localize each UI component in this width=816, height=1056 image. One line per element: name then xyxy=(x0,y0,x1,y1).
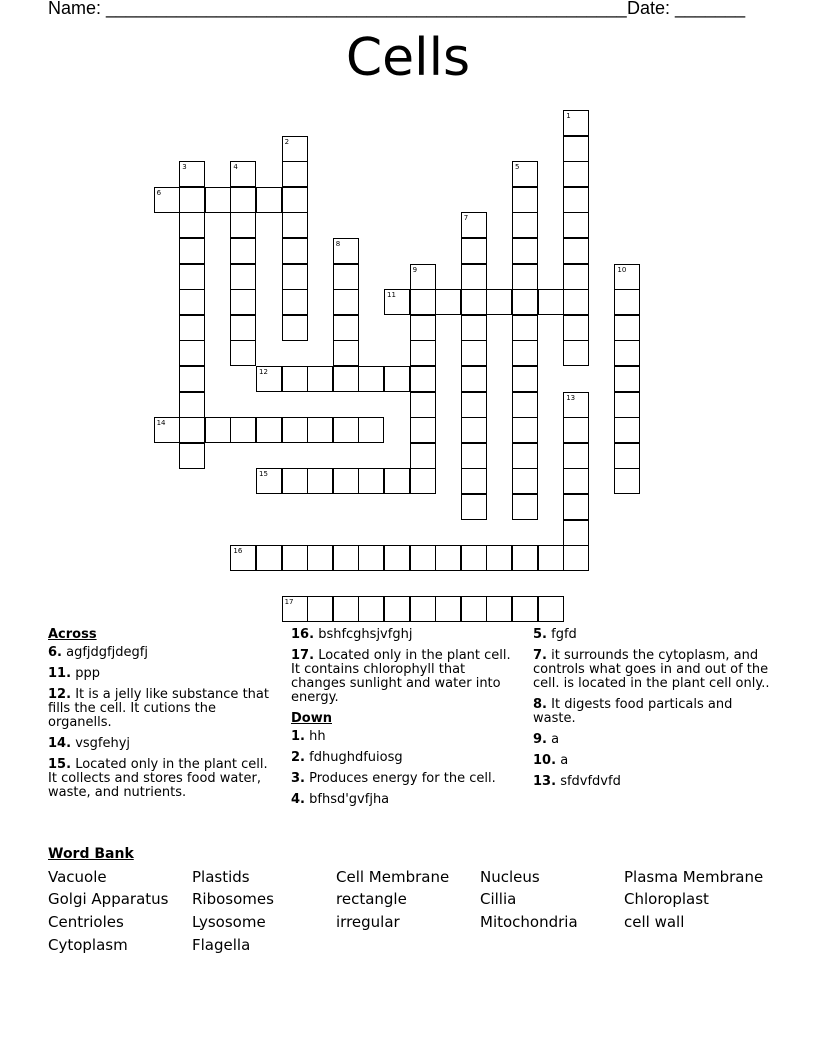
crossword-cell[interactable] xyxy=(461,392,487,418)
word-bank-item: Centrioles xyxy=(48,913,124,931)
name-label: Name: xyxy=(48,0,102,18)
clue-number: 5 xyxy=(515,163,520,172)
crossword-cell[interactable] xyxy=(461,315,487,341)
clues-column-1 xyxy=(48,628,280,807)
crossword-cell[interactable] xyxy=(435,596,461,622)
crossword-cell[interactable] xyxy=(282,596,308,622)
word-bank-item: Chloroplast xyxy=(624,890,709,908)
crossword-cell[interactable] xyxy=(410,596,436,622)
crossword-cell[interactable] xyxy=(563,340,589,366)
crossword-cell[interactable] xyxy=(512,238,538,264)
crossword-cell[interactable] xyxy=(179,289,205,315)
crossword-cell[interactable] xyxy=(461,545,487,571)
crossword-cell[interactable] xyxy=(230,545,256,571)
word-bank-item: Cillia xyxy=(480,890,517,908)
crossword-cell[interactable] xyxy=(230,417,256,443)
clue-across-6: 6. agfjdgfjdegfj xyxy=(48,645,148,660)
name-line: ____________________________________________________ xyxy=(106,0,627,18)
word-bank-item: Plasma Membrane xyxy=(624,868,764,886)
crossword-cell[interactable] xyxy=(512,443,538,469)
clue-number: 16 xyxy=(233,547,243,556)
crossword-cell[interactable] xyxy=(282,136,308,162)
crossword-cell[interactable] xyxy=(486,289,512,315)
crossword-cell[interactable] xyxy=(512,468,538,494)
crossword-cell[interactable] xyxy=(614,340,640,366)
crossword-cell[interactable] xyxy=(410,443,436,469)
crossword-cell[interactable] xyxy=(282,366,308,392)
clues-column-3 xyxy=(533,628,773,796)
word-bank-item: Flagella xyxy=(192,936,251,954)
clue-down-2: 2. fdhughdfuiosg xyxy=(291,750,403,765)
crossword-cell[interactable] xyxy=(307,417,333,443)
crossword-cell[interactable] xyxy=(358,366,384,392)
crossword-cell[interactable] xyxy=(154,417,180,443)
crossword-cell[interactable] xyxy=(461,340,487,366)
crossword-cell[interactable] xyxy=(410,289,436,315)
crossword-cell[interactable] xyxy=(410,340,436,366)
clue-number: 12 xyxy=(259,368,268,376)
crossword-cell[interactable] xyxy=(563,494,589,520)
crossword-cell[interactable] xyxy=(486,545,512,571)
clue-number: 3 xyxy=(182,163,187,172)
crossword-cell[interactable] xyxy=(230,340,256,366)
crossword-cell[interactable] xyxy=(614,366,640,392)
crossword-cell[interactable] xyxy=(563,264,589,290)
clue-down-5: 5. fgfd xyxy=(533,627,577,642)
crossword-cell[interactable] xyxy=(205,187,231,213)
clue-number: 13 xyxy=(566,393,576,402)
crossword-cell[interactable] xyxy=(614,315,640,341)
clue-down-9: 9. a xyxy=(533,732,560,747)
crossword-cell[interactable] xyxy=(333,264,359,290)
crossword-cell[interactable] xyxy=(563,545,589,571)
crossword-cell[interactable] xyxy=(358,417,384,443)
crossword-cell[interactable] xyxy=(256,545,282,571)
crossword-cell[interactable] xyxy=(512,161,538,187)
crossword-cell[interactable] xyxy=(538,289,564,315)
crossword-cell[interactable] xyxy=(461,212,487,238)
crossword-cell[interactable] xyxy=(410,417,436,443)
crossword-cell[interactable] xyxy=(512,340,538,366)
word-bank-item: Ribosomes xyxy=(192,890,274,908)
crossword-cell[interactable] xyxy=(282,315,308,341)
crossword-cell[interactable] xyxy=(230,238,256,264)
word-bank-item: Cell Membrane xyxy=(336,868,450,886)
crossword-cell[interactable] xyxy=(256,366,282,392)
clue-number: 4 xyxy=(233,163,238,172)
crossword-cell[interactable] xyxy=(614,443,640,469)
crossword-cell[interactable] xyxy=(512,315,538,341)
clue-number: 14 xyxy=(156,419,166,428)
date-label: Date: xyxy=(627,0,671,18)
word-bank-item: Nucleus xyxy=(480,868,540,886)
clue-across-12: 12. It is a jelly like substance that fills the cell. It cutions the organells. xyxy=(48,687,269,730)
crossword-cell[interactable] xyxy=(563,110,589,136)
crossword-cell[interactable] xyxy=(282,212,308,238)
word-bank-item: Vacuole xyxy=(48,868,107,886)
crossword-cell[interactable] xyxy=(307,545,333,571)
clue-across-11: 11. ppp xyxy=(48,666,100,681)
crossword-cell[interactable] xyxy=(333,596,359,622)
crossword-cell[interactable] xyxy=(384,366,410,392)
word-bank-item: Plastids xyxy=(192,868,250,886)
clue-down-8: 8. It digests food particals and waste. xyxy=(533,697,733,726)
crossword-cell[interactable] xyxy=(333,468,359,494)
crossword-cell[interactable] xyxy=(410,366,436,392)
crossword-cell[interactable] xyxy=(614,264,640,290)
clue-number: 6 xyxy=(156,188,162,197)
crossword-cell[interactable] xyxy=(230,212,256,238)
crossword-cell[interactable] xyxy=(307,366,333,392)
crossword-cell[interactable] xyxy=(154,187,180,213)
crossword-cell[interactable] xyxy=(384,596,410,622)
clue-across-16: 16. bshfcghsjvfghj xyxy=(291,627,413,642)
clue-number: 11 xyxy=(387,291,396,300)
crossword-cell[interactable] xyxy=(307,468,333,494)
clues-column-2 xyxy=(291,628,521,814)
clue-down-7: 7. it surrounds the cytoplasm, and controls what goes in and out of the cell. is located in the plant cell only.. xyxy=(533,648,770,691)
clue-number: 9 xyxy=(412,265,418,274)
page-title: Cells xyxy=(345,28,471,88)
word-bank-heading: Word Bank xyxy=(48,846,134,862)
crossword-cell[interactable] xyxy=(179,238,205,264)
crossword-cell[interactable] xyxy=(512,417,538,443)
clue-down-3: 3. Produces energy for the cell. xyxy=(291,771,496,786)
crossword-cell[interactable] xyxy=(563,417,589,443)
crossword-cell[interactable] xyxy=(614,392,640,418)
crossword-cell[interactable] xyxy=(282,161,308,187)
crossword-cell[interactable] xyxy=(179,212,205,238)
crossword-cell[interactable] xyxy=(614,468,640,494)
crossword-cell[interactable] xyxy=(282,187,308,213)
crossword-cell[interactable] xyxy=(179,340,205,366)
date-line: _______ xyxy=(675,0,746,18)
crossword-cell[interactable] xyxy=(333,340,359,366)
crossword-cell[interactable] xyxy=(333,315,359,341)
clue-across-14: 14. vsgfehyj xyxy=(48,736,131,751)
crossword-cell[interactable] xyxy=(384,289,410,315)
crossword-cell[interactable] xyxy=(282,289,308,315)
crossword-cell[interactable] xyxy=(461,264,487,290)
crossword-cell[interactable] xyxy=(179,264,205,290)
crossword-cell[interactable] xyxy=(563,289,589,315)
crossword-cell[interactable] xyxy=(512,392,538,418)
crossword-cell[interactable] xyxy=(410,315,436,341)
crossword-cell[interactable] xyxy=(563,468,589,494)
crossword-cell[interactable] xyxy=(461,417,487,443)
crossword-cell[interactable] xyxy=(461,238,487,264)
clue-number: 8 xyxy=(335,240,341,248)
word-bank-item: irregular xyxy=(336,913,400,931)
crossword-cell[interactable] xyxy=(538,596,564,622)
crossword-cell[interactable] xyxy=(410,392,436,418)
crossword-cell[interactable] xyxy=(256,468,282,494)
clue-across-17: 17. Located only in the plant cell. It contains chlorophyll that changes sunlight and water into energy. xyxy=(291,648,511,705)
crossword-cell[interactable] xyxy=(179,161,205,187)
crossword-cell[interactable] xyxy=(384,545,410,571)
crossword-cell[interactable] xyxy=(563,238,589,264)
crossword-cell[interactable] xyxy=(384,468,410,494)
crossword-cell[interactable] xyxy=(230,187,256,213)
word-bank-item: Golgi Apparatus xyxy=(48,890,169,908)
crossword-cell[interactable] xyxy=(435,289,461,315)
crossword-cell[interactable] xyxy=(333,366,359,392)
clue-number: 15 xyxy=(259,470,268,479)
crossword-cell[interactable] xyxy=(333,417,359,443)
crossword-cell[interactable] xyxy=(282,417,308,443)
clue-down-4: 4. bfhsd'gvfjha xyxy=(291,792,390,807)
crossword-cell[interactable] xyxy=(461,366,487,392)
crossword-cell[interactable] xyxy=(461,494,487,520)
crossword-cell[interactable] xyxy=(179,392,205,418)
crossword-cell[interactable] xyxy=(435,545,461,571)
crossword-cell[interactable] xyxy=(563,136,589,162)
crossword-cell[interactable] xyxy=(282,238,308,264)
crossword-cell[interactable] xyxy=(179,417,205,443)
crossword-cell[interactable] xyxy=(563,443,589,469)
crossword-cell[interactable] xyxy=(230,289,256,315)
crossword-cell[interactable] xyxy=(563,161,589,187)
crossword-cell[interactable] xyxy=(410,468,436,494)
crossword-cell[interactable] xyxy=(358,596,384,622)
crossword-cell[interactable] xyxy=(179,443,205,469)
crossword-cell[interactable] xyxy=(461,289,487,315)
crossword-cell[interactable] xyxy=(358,468,384,494)
crossword-cell[interactable] xyxy=(282,545,308,571)
crossword-cell[interactable] xyxy=(512,187,538,213)
crossword-cell[interactable] xyxy=(614,417,640,443)
crossword-cell[interactable] xyxy=(512,545,538,571)
clue-down-13: 13. sfdvfdvfd xyxy=(533,774,621,789)
clue-number: 17 xyxy=(284,598,294,607)
crossword-cell[interactable] xyxy=(512,596,538,622)
crossword-cell[interactable] xyxy=(538,545,564,571)
word-bank-item: rectangle xyxy=(336,890,407,908)
word-bank-item: cell wall xyxy=(624,913,685,931)
down-heading: Down xyxy=(291,711,332,726)
clue-across-15: 15. Located only in the plant cell. It collects and stores food water, waste, and nutrients. xyxy=(48,757,268,800)
crossword-cell[interactable] xyxy=(282,264,308,290)
clue-number: 10 xyxy=(617,265,627,274)
crossword-cell[interactable] xyxy=(461,596,487,622)
crossword-cell[interactable] xyxy=(486,596,512,622)
clue-number: 1 xyxy=(566,112,571,120)
clue-number: 7 xyxy=(463,214,469,223)
crossword-cell[interactable] xyxy=(256,187,282,213)
crossword-cell[interactable] xyxy=(512,366,538,392)
crossword-cell[interactable] xyxy=(512,289,538,315)
crossword-cell[interactable] xyxy=(179,315,205,341)
crossword-cell[interactable] xyxy=(358,545,384,571)
crossword-cell[interactable] xyxy=(563,520,589,546)
crossword-cell[interactable] xyxy=(410,545,436,571)
crossword-cell[interactable] xyxy=(307,596,333,622)
crossword-cell[interactable] xyxy=(333,238,359,264)
crossword-cell[interactable] xyxy=(563,392,589,418)
crossword-cell[interactable] xyxy=(512,264,538,290)
crossword-cell[interactable] xyxy=(230,264,256,290)
crossword-cell[interactable] xyxy=(461,443,487,469)
word-bank-item: Cytoplasm xyxy=(48,936,128,954)
crossword-cell[interactable] xyxy=(205,417,231,443)
crossword-cell[interactable] xyxy=(230,161,256,187)
clue-down-10: 10. a xyxy=(533,753,569,768)
word-bank-item: Lysosome xyxy=(192,913,266,931)
clue-number: 2 xyxy=(284,137,290,146)
crossword-cell[interactable] xyxy=(563,212,589,238)
crossword-cell[interactable] xyxy=(333,289,359,315)
crossword-cell[interactable] xyxy=(410,264,436,290)
across-heading: Across xyxy=(48,627,97,642)
crossword-cell[interactable] xyxy=(563,315,589,341)
crossword-cell[interactable] xyxy=(512,494,538,520)
crossword-cell[interactable] xyxy=(512,212,538,238)
crossword-cell[interactable] xyxy=(282,468,308,494)
crossword-cell[interactable] xyxy=(563,187,589,213)
crossword-cell[interactable] xyxy=(614,289,640,315)
crossword-cell[interactable] xyxy=(179,366,205,392)
word-bank-item: Mitochondria xyxy=(480,913,578,931)
crossword-cell[interactable] xyxy=(179,187,205,213)
crossword-cell[interactable] xyxy=(256,417,282,443)
crossword-cell[interactable] xyxy=(461,468,487,494)
clue-down-1: 1. hh xyxy=(291,729,326,744)
crossword-cell[interactable] xyxy=(333,545,359,571)
crossword-cell[interactable] xyxy=(230,315,256,341)
